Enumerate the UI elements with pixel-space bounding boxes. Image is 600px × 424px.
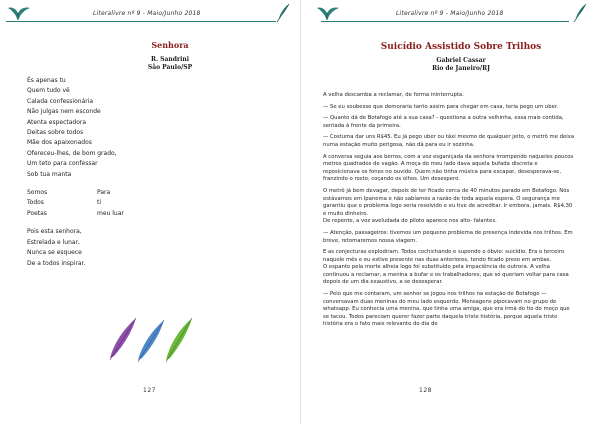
story-header xyxy=(351,42,571,73)
story-paragraph: — Pelo que me contaram, um senhor se jogou nos trilhos na estação de Botafogo — conversavam duas meninas do meu lado esquerdo. Mensagens pipocavam no grupo de whatsapp. Eu conhecia uma menina, que tinha uma amiga, que era irmã do tio do moço que se tacou. Todos pareciam querer fazer parte daquela triste história, porque aquela triste história era o fato mais relevante do dia de xyxy=(323,291,570,328)
blue-feather-icon xyxy=(138,320,164,362)
poem-word-right: meu luar xyxy=(97,209,124,217)
story-paragraph: — Quanto dá de Botafogo até a sua casa? - questiona a outra velhinha, essa mais contida, sentada à frente da primeira. xyxy=(323,115,564,129)
story-paragraph: O metrô já bem devagar, depois de ter ficado cerca de 40 minutos parado em Botafogo. Nós estávamos em Ipanema e não sabíamos a razão de toda aquela espera. O segurança me garantiu que o problema logo seria resolvido e eu tive de acreditar. Ir embora, jamais. R$4,30 é muito dinheiro. De repente, a voz aveludada do piloto aparece nos alto- falantes. xyxy=(323,187,573,225)
poem-author: R. Sandrini xyxy=(150,56,190,63)
poem-word-left: Poetas xyxy=(27,209,47,217)
poem-header xyxy=(120,40,220,72)
poem-line: Quem tudo vê xyxy=(27,87,70,95)
story-paragraph: A conversa seguia aos berros, com a voz esganiçada da senhora irrompendo naqueles poucos metros quadrados de vagão. A moça do meu lado dava aquela bufada discreta e reposicionava os fones no ouvido. Quem não tinha música para escapar, desesperava-se, franzindo o rosto, coçando os olhos. Um desespero. xyxy=(323,153,574,183)
quill-icon xyxy=(571,3,589,23)
story-place: Rio de Janeiro/RJ xyxy=(432,65,490,72)
story-author: Gabriel Cassar xyxy=(436,57,486,64)
quill-icon xyxy=(274,3,292,23)
poem-line: Pois esta senhora, xyxy=(27,228,82,236)
poem-body xyxy=(27,76,267,269)
poem-line: Atenta espectadora xyxy=(27,118,87,126)
feathers-illustration xyxy=(106,314,206,362)
right-page xyxy=(300,0,600,424)
poem-word-left: Somos xyxy=(27,189,48,197)
poem-line: Calada confessionária xyxy=(27,97,94,105)
story-paragraph: — Se eu soubesse que demoraria tanto assim para chegar em casa, teria pego um uber. xyxy=(323,103,559,110)
poem-word-left: Todos xyxy=(27,199,44,207)
poem-word-right: ti xyxy=(97,199,102,207)
purple-feather-icon xyxy=(110,318,136,360)
running-title: Literalivre nº 9 - Maio/Junho 2018 xyxy=(93,10,201,17)
poem-place: São Paulo/SP xyxy=(147,64,193,71)
poem-title: Senhora xyxy=(151,40,189,50)
poem-line: És apenas tu xyxy=(27,77,66,84)
poem-line: De a todos inspirar. xyxy=(27,259,86,267)
poem-line: Não julgas nem esconde xyxy=(27,108,101,116)
poem-line-twocol xyxy=(27,188,267,198)
story-paragraph: — Atenção, passageiros: tivemos um pequeno problema de presença indevida nos trilhos. Em breve, retomaremos nossa viagem. xyxy=(323,229,573,244)
page-number: 127 xyxy=(143,387,156,394)
running-title: Literalivre nº 9 - Maio/Junho 2018 xyxy=(396,10,504,17)
poem-line: Nunca se esquece xyxy=(27,249,82,257)
poem-line-twocol xyxy=(27,198,267,208)
page-number: 128 xyxy=(419,387,432,394)
green-feather-icon xyxy=(166,318,192,362)
story-body xyxy=(323,92,575,333)
story-paragraph: A velha descamba a reclamar, de forma ininterrupta. xyxy=(323,92,464,98)
poem-word-right: Para xyxy=(97,189,111,197)
poem-line: Um teto para confessar xyxy=(27,160,98,168)
poem-line-twocol xyxy=(27,209,267,219)
poem-line: Estrelada e lunar, xyxy=(27,238,80,246)
poem-line: Ofereceu-lhes, de bom grado, xyxy=(27,149,117,157)
story-title: Suicídio Assistido Sobre Trilhos xyxy=(380,42,542,52)
poem-line: Deitas sobre todos xyxy=(27,129,84,137)
story-paragraph: E as conjecturas explodiram. Todos cochichando e supondo o óbvio: suicídio. Era o terceiro naquele mês e eu estive presente nas duas anteriores, tendo ficado preso em ambas. O espanto pela morte alheia logo foi substituído pela impaciência de outrora. A velha continuou a reclamar, a menina a bufar e os trabalhadores, que só queriam voltar para casa depois de um dia exaustivo, a se desesperar. xyxy=(323,249,569,286)
poem-line: Mãe dos apaixonados xyxy=(27,139,92,147)
story-paragraph: — Costuma dar uns R$45. Eu já pego uber ou táxi mesmo de qualquer jeito, o metrô me deixa numa estação muito perigosa, não dá para eu ir sozinha. xyxy=(323,134,575,148)
poem-line: Sob tua manta xyxy=(27,170,72,178)
